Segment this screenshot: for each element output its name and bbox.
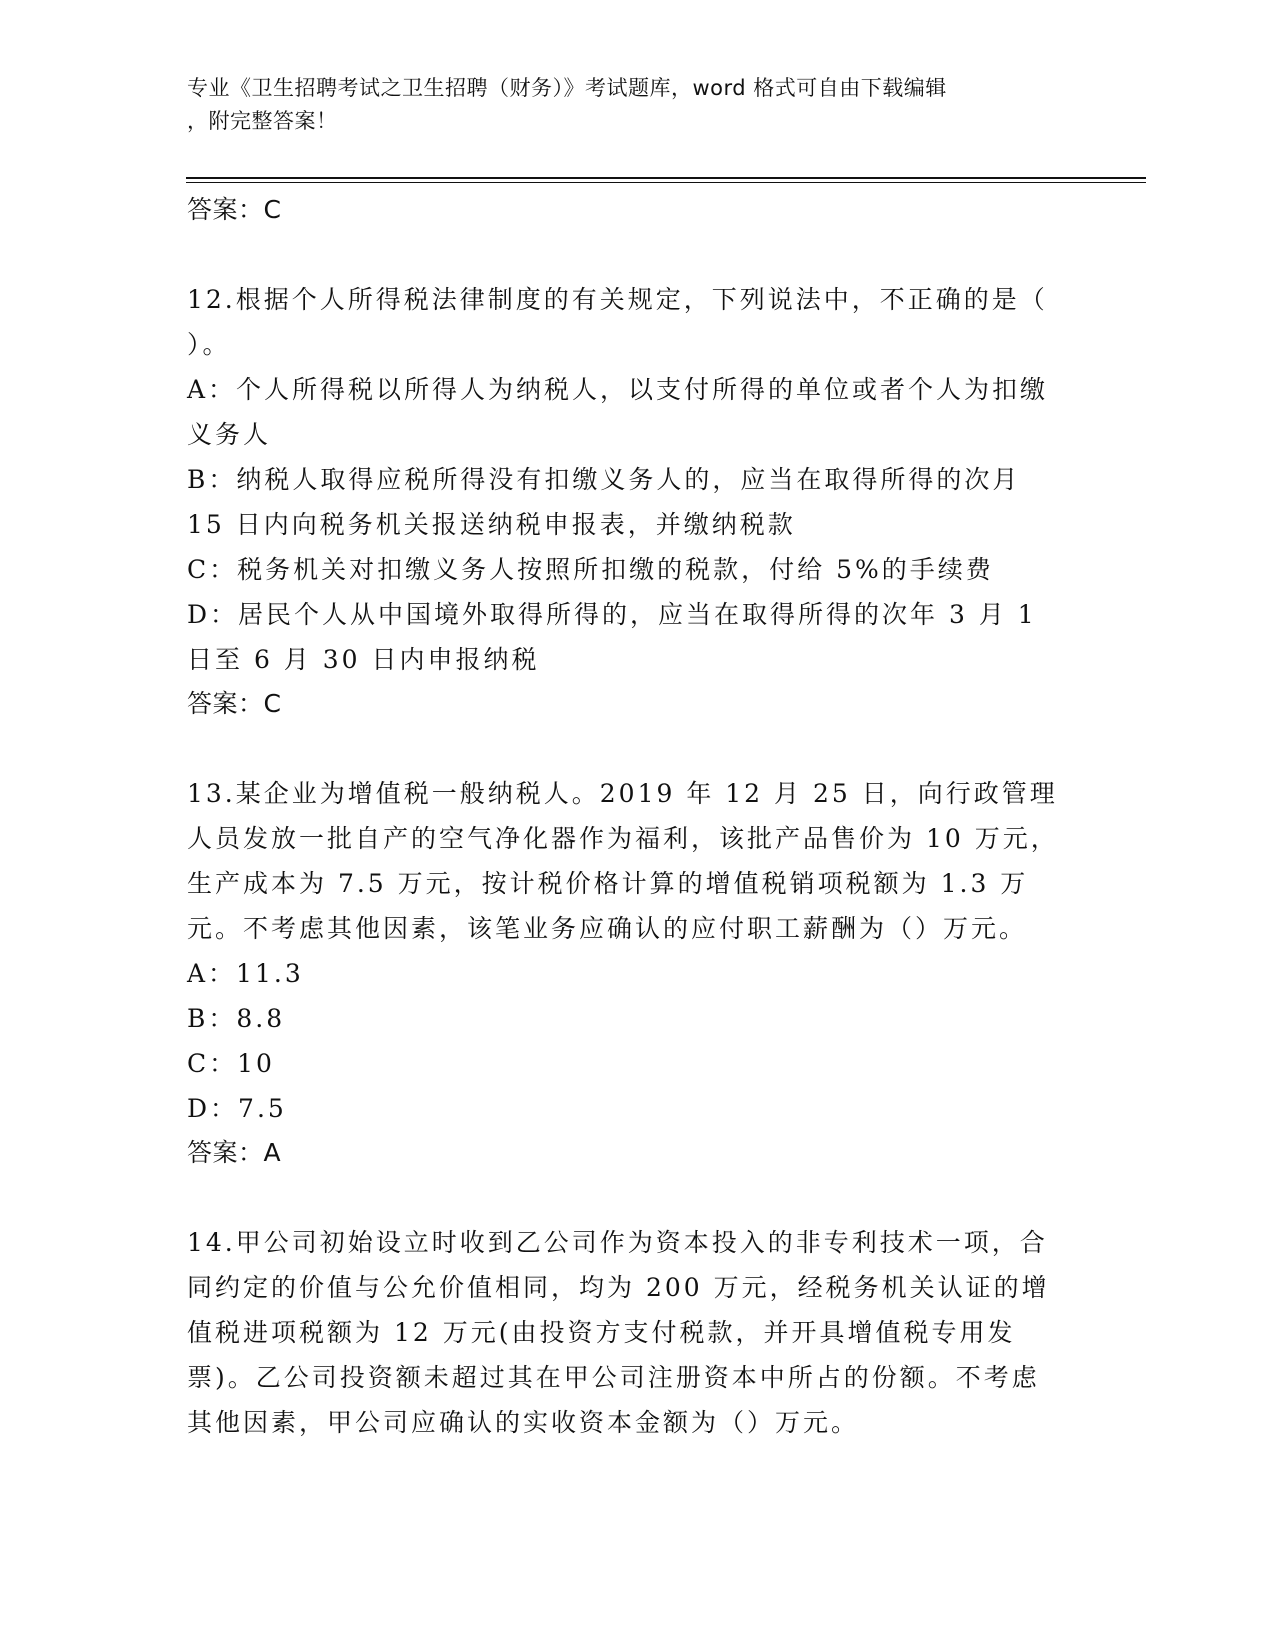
question-12 [187,277,1067,726]
question-13-option-a: A：11.3 [187,959,304,988]
question-13-option-b: B：8.8 [187,1004,286,1033]
question-14-text: 14.甲公司初始设立时收到乙公司作为资本投入的非专利技术一项，合同约定的价值与公允价值相同，均为 200 万元，经税务机关认证的增值税进项税额为 12 万元(由投资方支付税款，并开具增值税专用发票)。乙公司投资额未超过其在甲公司注册资本中所占的份额。不考虑其他因素，甲公司应确认的实收资本金额为（）万元。 [187,1228,1050,1437]
spacer [187,232,1067,277]
spacer [187,1175,1067,1220]
question-12-text: 12.根据个人所得税法律制度的有关规定，下列说法中，不正确的是（ ）。 [187,285,1048,359]
answer-11: 答案：C [187,195,282,224]
question-14 [187,1220,1067,1445]
question-13-text: 13.某企业为增值税一般纳税人。2019 年 12 月 25 日，向行政管理人员发放一批自产的空气净化器作为福利，该批产品售价为 10 万元，生产成本为 7.5 万元，按计税价格计算的增值税销项税额为 1.3 万元。不考虑其他因素，该笔业务应确认的应付职工薪酬为（）万元。 [187,779,1059,943]
answer-13: 答案：A [187,1138,282,1167]
question-12-option-c: C：税务机关对扣缴义务人按照所扣缴的税款，付给 5%的手续费 [187,555,994,584]
answer-12: 答案：C [187,689,282,718]
question-13 [187,771,1067,1175]
document-body [187,188,1067,1445]
question-12-option-b: B：纳税人取得应税所得没有扣缴义务人的，应当在取得所得的次月 15 日内向税务机关报送纳税申报表，并缴纳税款 [187,465,1021,539]
spacer [187,726,1067,771]
header-rule-thin [186,182,1146,183]
question-13-option-d: D：7.5 [187,1094,287,1123]
question-12-option-d: D：居民个人从中国境外取得所得的，应当在取得所得的次年 3 月 1 日至 6 月 30 日内申报纳税 [187,600,1037,674]
question-12-option-a: A：个人所得税以所得人为纳税人，以支付所得的单位或者个人为扣缴义务人 [187,375,1049,449]
header-line-2: ，附完整答案！ [187,109,338,133]
header-rule-thick [186,177,1146,179]
document-header [187,72,1087,138]
header-line-1: 专业《卫生招聘考试之卫生招聘（财务）》考试题库，word 格式可自由下载编辑 [187,76,947,100]
question-13-option-c: C：10 [187,1049,275,1078]
